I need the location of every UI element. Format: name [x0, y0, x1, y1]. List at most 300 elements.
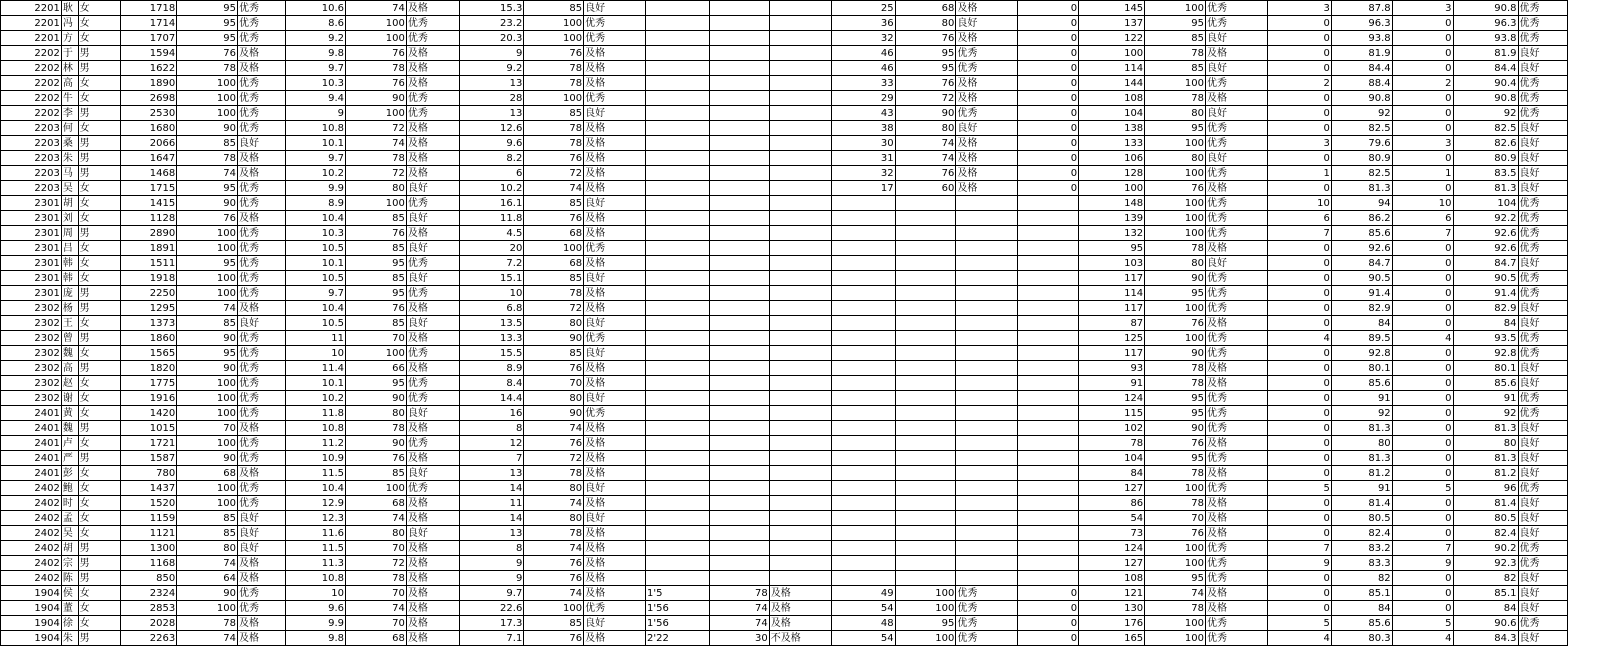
cell-endurance_pts[interactable]: [709, 346, 769, 361]
cell-run_score[interactable]: 2853: [120, 601, 177, 616]
cell-extra2[interactable]: 0: [1392, 181, 1453, 196]
cell-run_score[interactable]: 1300: [120, 541, 177, 556]
cell-endurance_grade[interactable]: [769, 556, 831, 571]
cell-extra[interactable]: 0: [1267, 391, 1331, 406]
cell-situp_grade[interactable]: 及格: [956, 166, 1018, 181]
cell-endurance[interactable]: [645, 346, 709, 361]
cell-run_pts[interactable]: 90: [177, 331, 238, 346]
cell-situp_grade[interactable]: 优秀: [956, 46, 1018, 61]
cell-class[interactable]: 2301: [1, 226, 62, 241]
cell-jump[interactable]: 9.7: [460, 586, 524, 601]
cell-total_grade[interactable]: 优秀: [1518, 391, 1567, 406]
cell-rope[interactable]: 145: [1079, 1, 1145, 16]
cell-jump_pts[interactable]: 78: [524, 121, 584, 136]
cell-extra2[interactable]: 0: [1392, 271, 1453, 286]
cell-gender[interactable]: 女: [78, 76, 120, 91]
cell-total[interactable]: 90.5: [1453, 271, 1518, 286]
cell-run_grade[interactable]: 优秀: [238, 226, 286, 241]
cell-subtotal[interactable]: 85.6: [1331, 226, 1392, 241]
cell-subtotal[interactable]: 82.4: [1331, 526, 1392, 541]
cell-jump_pts[interactable]: 78: [524, 466, 584, 481]
cell-jump_pts[interactable]: 100: [524, 91, 584, 106]
cell-endurance_grade[interactable]: [769, 511, 831, 526]
cell-extra2[interactable]: 0: [1392, 571, 1453, 586]
cell-endurance[interactable]: [645, 211, 709, 226]
cell-name[interactable]: 孟: [61, 511, 78, 526]
cell-bonus_flag[interactable]: 0: [1018, 61, 1079, 76]
cell-jump[interactable]: 13.3: [460, 331, 524, 346]
cell-rope_pts[interactable]: 90: [1145, 421, 1206, 436]
cell-run_pts[interactable]: 70: [177, 421, 238, 436]
cell-total[interactable]: 92.3: [1453, 556, 1518, 571]
cell-endurance_pts[interactable]: [709, 61, 769, 76]
cell-run_score[interactable]: 1128: [120, 211, 177, 226]
cell-gender[interactable]: 男: [78, 151, 120, 166]
cell-run_pts[interactable]: 100: [177, 481, 238, 496]
cell-situp_pts[interactable]: [895, 316, 956, 331]
cell-situp_grade[interactable]: [956, 346, 1018, 361]
cell-rope_grade[interactable]: 及格: [1206, 316, 1268, 331]
cell-rope[interactable]: 93: [1079, 361, 1145, 376]
cell-bonus_flag[interactable]: [1018, 331, 1079, 346]
cell-rope[interactable]: 122: [1079, 31, 1145, 46]
cell-rope_grade[interactable]: 优秀: [1206, 541, 1268, 556]
cell-name[interactable]: 桑: [61, 136, 78, 151]
cell-situp_grade[interactable]: 及格: [956, 181, 1018, 196]
cell-rope_grade[interactable]: 及格: [1206, 91, 1268, 106]
cell-total[interactable]: 104: [1453, 196, 1518, 211]
cell-extra[interactable]: 0: [1267, 406, 1331, 421]
cell-sprint_grade[interactable]: 优秀: [406, 106, 459, 121]
cell-bonus_flag[interactable]: 0: [1018, 46, 1079, 61]
cell-total[interactable]: 81.4: [1453, 496, 1518, 511]
cell-sprint_grade[interactable]: 及格: [406, 331, 459, 346]
cell-endurance_grade[interactable]: [769, 91, 831, 106]
cell-total[interactable]: 80.5: [1453, 511, 1518, 526]
cell-situp_reps[interactable]: [831, 286, 895, 301]
cell-name[interactable]: 马: [61, 166, 78, 181]
cell-rope_grade[interactable]: 优秀: [1206, 121, 1268, 136]
cell-name[interactable]: 宗: [61, 556, 78, 571]
cell-jump[interactable]: 14.4: [460, 391, 524, 406]
cell-rope[interactable]: 138: [1079, 121, 1145, 136]
cell-run_score[interactable]: 1721: [120, 436, 177, 451]
cell-situp_pts[interactable]: 95: [895, 616, 956, 631]
cell-jump_grade[interactable]: 及格: [584, 466, 646, 481]
cell-situp_grade[interactable]: [956, 376, 1018, 391]
cell-bonus_flag[interactable]: [1018, 481, 1079, 496]
cell-rope_grade[interactable]: 及格: [1206, 241, 1268, 256]
cell-jump_pts[interactable]: 76: [524, 556, 584, 571]
cell-sprint_pts[interactable]: 80: [346, 406, 407, 421]
cell-rope_grade[interactable]: 良好: [1206, 151, 1268, 166]
cell-class[interactable]: 2302: [1, 316, 62, 331]
cell-sprint_grade[interactable]: 及格: [406, 631, 459, 646]
cell-rope_pts[interactable]: 100: [1145, 226, 1206, 241]
cell-bonus_flag[interactable]: 0: [1018, 631, 1079, 646]
cell-jump[interactable]: 6: [460, 166, 524, 181]
cell-jump[interactable]: 12: [460, 436, 524, 451]
cell-endurance_pts[interactable]: [709, 31, 769, 46]
cell-rope_grade[interactable]: 及格: [1206, 46, 1268, 61]
cell-subtotal[interactable]: 84: [1331, 316, 1392, 331]
cell-sprint_pts[interactable]: 90: [346, 91, 407, 106]
cell-sprint_grade[interactable]: 优秀: [406, 16, 459, 31]
cell-sprint[interactable]: 10.9: [286, 451, 346, 466]
cell-run_score[interactable]: 2263: [120, 631, 177, 646]
cell-jump[interactable]: 15.1: [460, 271, 524, 286]
cell-sprint[interactable]: 10.5: [286, 316, 346, 331]
cell-rope_pts[interactable]: 70: [1145, 511, 1206, 526]
cell-run_grade[interactable]: 优秀: [238, 346, 286, 361]
cell-sprint_pts[interactable]: 100: [346, 481, 407, 496]
cell-run_score[interactable]: 1775: [120, 376, 177, 391]
cell-situp_reps[interactable]: [831, 541, 895, 556]
cell-situp_pts[interactable]: 100: [895, 586, 956, 601]
cell-situp_grade[interactable]: [956, 331, 1018, 346]
cell-situp_pts[interactable]: [895, 466, 956, 481]
cell-total[interactable]: 90.4: [1453, 76, 1518, 91]
cell-total[interactable]: 92: [1453, 106, 1518, 121]
cell-extra[interactable]: 0: [1267, 271, 1331, 286]
cell-situp_reps[interactable]: [831, 481, 895, 496]
cell-run_pts[interactable]: 78: [177, 616, 238, 631]
cell-sprint_grade[interactable]: 及格: [406, 151, 459, 166]
cell-rope[interactable]: 114: [1079, 286, 1145, 301]
cell-endurance_pts[interactable]: [709, 76, 769, 91]
cell-endurance_grade[interactable]: [769, 181, 831, 196]
cell-jump_pts[interactable]: 76: [524, 571, 584, 586]
cell-sprint_pts[interactable]: 74: [346, 136, 407, 151]
cell-endurance[interactable]: [645, 391, 709, 406]
cell-extra2[interactable]: 0: [1392, 436, 1453, 451]
cell-rope[interactable]: 115: [1079, 406, 1145, 421]
cell-jump[interactable]: 14: [460, 511, 524, 526]
cell-sprint[interactable]: 11.5: [286, 466, 346, 481]
cell-name[interactable]: 方: [61, 31, 78, 46]
cell-run_pts[interactable]: 100: [177, 406, 238, 421]
cell-extra[interactable]: 0: [1267, 421, 1331, 436]
cell-rope[interactable]: 108: [1079, 91, 1145, 106]
cell-situp_grade[interactable]: 良好: [956, 16, 1018, 31]
cell-sprint_grade[interactable]: 及格: [406, 361, 459, 376]
cell-jump_grade[interactable]: 良好: [584, 106, 646, 121]
cell-situp_reps[interactable]: [831, 301, 895, 316]
cell-rope_pts[interactable]: 95: [1145, 286, 1206, 301]
cell-situp_grade[interactable]: 优秀: [956, 586, 1018, 601]
cell-situp_grade[interactable]: 优秀: [956, 601, 1018, 616]
cell-class[interactable]: 2201: [1, 31, 62, 46]
cell-situp_pts[interactable]: 76: [895, 166, 956, 181]
cell-situp_pts[interactable]: [895, 376, 956, 391]
cell-sprint[interactable]: 10.8: [286, 421, 346, 436]
cell-jump_pts[interactable]: 76: [524, 436, 584, 451]
cell-bonus_flag[interactable]: [1018, 526, 1079, 541]
cell-rope_grade[interactable]: 优秀: [1206, 76, 1268, 91]
cell-rope_pts[interactable]: 90: [1145, 271, 1206, 286]
cell-total_grade[interactable]: 良好: [1518, 256, 1567, 271]
cell-gender[interactable]: 女: [78, 481, 120, 496]
cell-name[interactable]: 李: [61, 106, 78, 121]
cell-endurance_pts[interactable]: 74: [709, 616, 769, 631]
cell-gender[interactable]: 女: [78, 31, 120, 46]
cell-run_grade[interactable]: 优秀: [238, 331, 286, 346]
cell-extra2[interactable]: 4: [1392, 331, 1453, 346]
cell-class[interactable]: 2301: [1, 286, 62, 301]
cell-situp_reps[interactable]: 54: [831, 631, 895, 646]
cell-class[interactable]: 2203: [1, 166, 62, 181]
cell-jump_grade[interactable]: 及格: [584, 76, 646, 91]
cell-total_grade[interactable]: 优秀: [1518, 76, 1567, 91]
cell-run_grade[interactable]: 优秀: [238, 361, 286, 376]
cell-gender[interactable]: 女: [78, 346, 120, 361]
cell-name[interactable]: 吕: [61, 241, 78, 256]
cell-jump[interactable]: 13: [460, 76, 524, 91]
cell-run_grade[interactable]: 优秀: [238, 181, 286, 196]
cell-total[interactable]: 81.3: [1453, 451, 1518, 466]
cell-total_grade[interactable]: 良好: [1518, 631, 1567, 646]
cell-run_pts[interactable]: 74: [177, 301, 238, 316]
cell-extra2[interactable]: 0: [1392, 256, 1453, 271]
cell-total_grade[interactable]: 良好: [1518, 511, 1567, 526]
cell-sprint[interactable]: 12.9: [286, 496, 346, 511]
cell-extra[interactable]: 0: [1267, 361, 1331, 376]
cell-situp_pts[interactable]: [895, 406, 956, 421]
cell-subtotal[interactable]: 90.5: [1331, 271, 1392, 286]
cell-extra[interactable]: 0: [1267, 301, 1331, 316]
cell-endurance_grade[interactable]: [769, 256, 831, 271]
cell-rope_pts[interactable]: 76: [1145, 316, 1206, 331]
cell-rope_pts[interactable]: 85: [1145, 31, 1206, 46]
cell-subtotal[interactable]: 80.5: [1331, 511, 1392, 526]
cell-extra2[interactable]: 0: [1392, 16, 1453, 31]
cell-sprint[interactable]: 11.8: [286, 406, 346, 421]
cell-rope_grade[interactable]: 优秀: [1206, 211, 1268, 226]
cell-name[interactable]: 鲍: [61, 481, 78, 496]
cell-situp_grade[interactable]: [956, 196, 1018, 211]
cell-endurance_grade[interactable]: [769, 226, 831, 241]
cell-rope[interactable]: 148: [1079, 196, 1145, 211]
cell-total[interactable]: 92.2: [1453, 211, 1518, 226]
cell-extra[interactable]: 3: [1267, 1, 1331, 16]
cell-bonus_flag[interactable]: 0: [1018, 181, 1079, 196]
cell-jump[interactable]: 7.1: [460, 631, 524, 646]
cell-rope_grade[interactable]: 优秀: [1206, 556, 1268, 571]
cell-extra[interactable]: 0: [1267, 316, 1331, 331]
cell-run_grade[interactable]: 良好: [238, 136, 286, 151]
cell-bonus_flag[interactable]: 0: [1018, 91, 1079, 106]
cell-jump_grade[interactable]: 及格: [584, 586, 646, 601]
cell-sprint_pts[interactable]: 85: [346, 211, 407, 226]
cell-situp_grade[interactable]: [956, 286, 1018, 301]
cell-rope_grade[interactable]: 优秀: [1206, 166, 1268, 181]
cell-rope[interactable]: 117: [1079, 271, 1145, 286]
cell-extra2[interactable]: 5: [1392, 481, 1453, 496]
cell-run_score[interactable]: 2028: [120, 616, 177, 631]
cell-run_pts[interactable]: 100: [177, 496, 238, 511]
cell-rope_grade[interactable]: 良好: [1206, 106, 1268, 121]
cell-endurance[interactable]: 1'56: [645, 601, 709, 616]
cell-endurance_pts[interactable]: [709, 106, 769, 121]
cell-situp_grade[interactable]: [956, 541, 1018, 556]
cell-rope[interactable]: 108: [1079, 571, 1145, 586]
cell-gender[interactable]: 男: [78, 451, 120, 466]
cell-rope_pts[interactable]: 100: [1145, 136, 1206, 151]
cell-rope_grade[interactable]: 及格: [1206, 511, 1268, 526]
cell-subtotal[interactable]: 85.1: [1331, 586, 1392, 601]
cell-run_pts[interactable]: 90: [177, 196, 238, 211]
cell-bonus_flag[interactable]: [1018, 211, 1079, 226]
cell-name[interactable]: 韩: [61, 256, 78, 271]
cell-endurance[interactable]: 1'5: [645, 586, 709, 601]
cell-endurance[interactable]: [645, 31, 709, 46]
cell-situp_pts[interactable]: [895, 196, 956, 211]
cell-situp_pts[interactable]: [895, 301, 956, 316]
cell-jump_pts[interactable]: 78: [524, 76, 584, 91]
cell-class[interactable]: 2202: [1, 46, 62, 61]
cell-subtotal[interactable]: 84: [1331, 601, 1392, 616]
cell-jump_pts[interactable]: 80: [524, 481, 584, 496]
cell-extra2[interactable]: 0: [1392, 391, 1453, 406]
cell-endurance_grade[interactable]: 及格: [769, 586, 831, 601]
cell-run_pts[interactable]: 74: [177, 166, 238, 181]
cell-jump_pts[interactable]: 74: [524, 586, 584, 601]
cell-total_grade[interactable]: 优秀: [1518, 1, 1567, 16]
cell-extra2[interactable]: 0: [1392, 526, 1453, 541]
cell-extra[interactable]: 0: [1267, 586, 1331, 601]
cell-situp_grade[interactable]: [956, 406, 1018, 421]
cell-jump_grade[interactable]: 及格: [584, 226, 646, 241]
cell-rope[interactable]: 144: [1079, 76, 1145, 91]
cell-extra[interactable]: 4: [1267, 631, 1331, 646]
cell-rope_grade[interactable]: 优秀: [1206, 616, 1268, 631]
cell-endurance_grade[interactable]: [769, 76, 831, 91]
cell-name[interactable]: 冯: [61, 16, 78, 31]
cell-rope[interactable]: 103: [1079, 256, 1145, 271]
cell-total[interactable]: 92.6: [1453, 226, 1518, 241]
cell-jump_pts[interactable]: 76: [524, 361, 584, 376]
cell-endurance[interactable]: [645, 436, 709, 451]
cell-endurance[interactable]: [645, 376, 709, 391]
cell-sprint[interactable]: 10.4: [286, 301, 346, 316]
cell-run_score[interactable]: 1820: [120, 361, 177, 376]
cell-subtotal[interactable]: 83.3: [1331, 556, 1392, 571]
cell-jump[interactable]: 20.3: [460, 31, 524, 46]
cell-endurance_pts[interactable]: [709, 541, 769, 556]
cell-sprint_grade[interactable]: 优秀: [406, 91, 459, 106]
cell-class[interactable]: 2201: [1, 16, 62, 31]
cell-total_grade[interactable]: 良好: [1518, 451, 1567, 466]
cell-sprint_pts[interactable]: 70: [346, 541, 407, 556]
cell-extra2[interactable]: 0: [1392, 361, 1453, 376]
cell-gender[interactable]: 女: [78, 16, 120, 31]
cell-rope[interactable]: 132: [1079, 226, 1145, 241]
cell-rope_pts[interactable]: 74: [1145, 586, 1206, 601]
cell-situp_reps[interactable]: 17: [831, 181, 895, 196]
cell-total[interactable]: 85.6: [1453, 376, 1518, 391]
cell-rope_pts[interactable]: 78: [1145, 601, 1206, 616]
cell-class[interactable]: 2301: [1, 196, 62, 211]
cell-total[interactable]: 83.5: [1453, 166, 1518, 181]
cell-rope_grade[interactable]: 优秀: [1206, 571, 1268, 586]
cell-jump_pts[interactable]: 85: [524, 106, 584, 121]
cell-endurance_pts[interactable]: [709, 166, 769, 181]
cell-extra2[interactable]: 0: [1392, 496, 1453, 511]
cell-jump_grade[interactable]: 及格: [584, 286, 646, 301]
cell-bonus_flag[interactable]: [1018, 391, 1079, 406]
cell-run_grade[interactable]: 优秀: [238, 196, 286, 211]
cell-situp_pts[interactable]: [895, 241, 956, 256]
cell-situp_grade[interactable]: [956, 211, 1018, 226]
cell-run_pts[interactable]: 100: [177, 376, 238, 391]
cell-rope_pts[interactable]: 78: [1145, 241, 1206, 256]
cell-class[interactable]: 1904: [1, 616, 62, 631]
cell-endurance[interactable]: [645, 316, 709, 331]
cell-jump_pts[interactable]: 78: [524, 136, 584, 151]
cell-name[interactable]: 杨: [61, 301, 78, 316]
cell-run_grade[interactable]: 优秀: [238, 106, 286, 121]
cell-rope[interactable]: 130: [1079, 601, 1145, 616]
cell-jump_grade[interactable]: 及格: [584, 436, 646, 451]
cell-extra2[interactable]: 3: [1392, 1, 1453, 16]
cell-jump_grade[interactable]: 及格: [584, 526, 646, 541]
cell-jump_grade[interactable]: 良好: [584, 1, 646, 16]
cell-jump_pts[interactable]: 90: [524, 331, 584, 346]
cell-bonus_flag[interactable]: [1018, 316, 1079, 331]
cell-extra[interactable]: 7: [1267, 541, 1331, 556]
cell-sprint_pts[interactable]: 74: [346, 1, 407, 16]
cell-endurance_grade[interactable]: [769, 301, 831, 316]
cell-run_score[interactable]: 1159: [120, 511, 177, 526]
cell-extra2[interactable]: 0: [1392, 91, 1453, 106]
cell-run_grade[interactable]: 优秀: [238, 391, 286, 406]
cell-situp_reps[interactable]: 32: [831, 166, 895, 181]
cell-gender[interactable]: 女: [78, 91, 120, 106]
cell-run_grade[interactable]: 优秀: [238, 1, 286, 16]
cell-rope_pts[interactable]: 76: [1145, 181, 1206, 196]
cell-run_score[interactable]: 1168: [120, 556, 177, 571]
cell-total[interactable]: 92.8: [1453, 346, 1518, 361]
cell-jump_pts[interactable]: 68: [524, 256, 584, 271]
cell-extra2[interactable]: 0: [1392, 106, 1453, 121]
cell-situp_grade[interactable]: 优秀: [956, 106, 1018, 121]
cell-class[interactable]: 2202: [1, 106, 62, 121]
cell-subtotal[interactable]: 83.2: [1331, 541, 1392, 556]
cell-rope_pts[interactable]: 100: [1145, 481, 1206, 496]
cell-run_score[interactable]: 1890: [120, 76, 177, 91]
cell-situp_pts[interactable]: [895, 361, 956, 376]
cell-jump_grade[interactable]: 良好: [584, 196, 646, 211]
cell-sprint_grade[interactable]: 及格: [406, 136, 459, 151]
cell-sprint[interactable]: 11.6: [286, 526, 346, 541]
cell-jump[interactable]: 10.2: [460, 181, 524, 196]
cell-sprint_pts[interactable]: 95: [346, 286, 407, 301]
cell-jump[interactable]: 10: [460, 286, 524, 301]
cell-bonus_flag[interactable]: [1018, 541, 1079, 556]
cell-jump_grade[interactable]: 及格: [584, 556, 646, 571]
cell-name[interactable]: 王: [61, 316, 78, 331]
cell-name[interactable]: 高: [61, 361, 78, 376]
cell-bonus_flag[interactable]: [1018, 241, 1079, 256]
cell-bonus_flag[interactable]: [1018, 406, 1079, 421]
cell-situp_reps[interactable]: [831, 271, 895, 286]
cell-class[interactable]: 2402: [1, 571, 62, 586]
cell-extra2[interactable]: 1: [1392, 166, 1453, 181]
cell-jump[interactable]: 6.8: [460, 301, 524, 316]
cell-subtotal[interactable]: 94: [1331, 196, 1392, 211]
cell-class[interactable]: 2301: [1, 271, 62, 286]
cell-total[interactable]: 81.9: [1453, 46, 1518, 61]
